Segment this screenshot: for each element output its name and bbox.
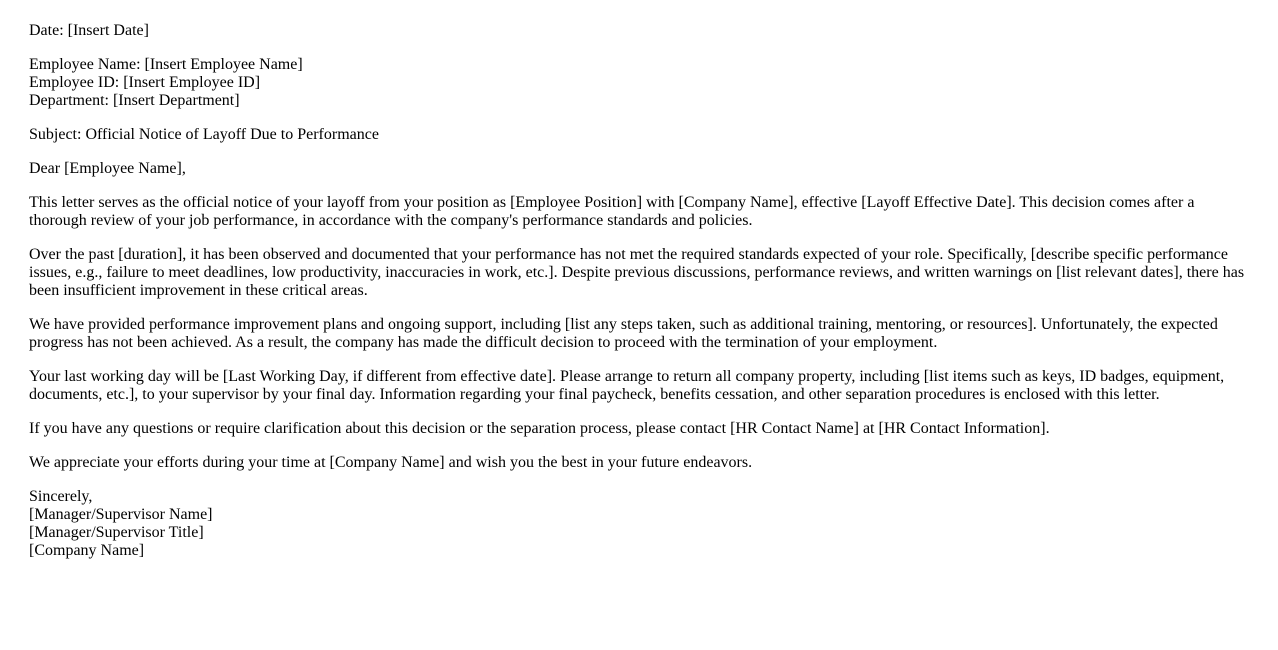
employee-info-block	[29, 56, 1248, 110]
paragraph-layoff-notice-text: This letter serves as the official notice of your layoff from your position as [Employee Position] with [Company Name], effective [Layoff Effective Date]. This decision comes after a thorough review of your job performance, in accordance with the company's performance standards and policies.	[29, 194, 1195, 229]
department-line: Department: [Insert Department]	[29, 92, 240, 109]
paragraph-appreciation	[29, 454, 1248, 472]
signature-manager-name: [Manager/Supervisor Name]	[29, 506, 213, 523]
employee-id-line: Employee ID: [Insert Employee ID]	[29, 74, 261, 91]
salutation-text: Dear [Employee Name],	[29, 160, 186, 177]
signature-block	[29, 488, 1248, 560]
paragraph-improvement-plans	[29, 316, 1248, 352]
paragraph-performance-issues-text: Over the past [duration], it has been observed and documented that your performance has not met the required standards expected of your role. Specifically, [describe specific performance issues, e.g., failure to meet deadlines, low productivity, inaccuracies in work, etc.]. Despite previous discussions, performance reviews, and written warnings on [list relevant dates], there has been insufficient improvement in these critical areas.	[29, 246, 1245, 299]
signature-company-name: [Company Name]	[29, 542, 145, 559]
paragraph-hr-contact-text: If you have any questions or require clarification about this decision or the separation process, please contact [HR Contact Name] at [HR Contact Information].	[29, 420, 1050, 437]
paragraph-appreciation-text: We appreciate your efforts during your time at [Company Name] and wish you the best in your future endeavors.	[29, 454, 753, 471]
paragraph-performance-issues	[29, 246, 1248, 300]
employee-name-line: Employee Name: [Insert Employee Name]	[29, 56, 303, 73]
signature-closing: Sincerely,	[29, 488, 93, 505]
paragraph-hr-contact	[29, 420, 1248, 438]
date-text: Date: [Insert Date]	[29, 22, 149, 39]
paragraph-last-working-day-text: Your last working day will be [Last Working Day, if different from effective date]. Please arrange to return all company property, including [list items such as keys, ID badges, equipment, documents, etc.], to your supervisor by your final day. Information regarding your final paycheck, benefits cessation, and other separation procedures is enclosed with this letter.	[29, 368, 1225, 403]
subject-line	[29, 126, 1248, 144]
salutation	[29, 160, 1248, 178]
signature-manager-title: [Manager/Supervisor Title]	[29, 524, 204, 541]
paragraph-improvement-plans-text: We have provided performance improvement plans and ongoing support, including [list any steps taken, such as additional training, mentoring, or resources]. Unfortunately, the expected progress has not been achieved. As a result, the company has made the difficult decision to proceed with the termination of your employment.	[29, 316, 1218, 351]
subject-text: Subject: Official Notice of Layoff Due to Performance	[29, 126, 379, 143]
paragraph-last-working-day	[29, 368, 1248, 404]
paragraph-layoff-notice	[29, 194, 1248, 230]
date-line	[29, 22, 1248, 40]
